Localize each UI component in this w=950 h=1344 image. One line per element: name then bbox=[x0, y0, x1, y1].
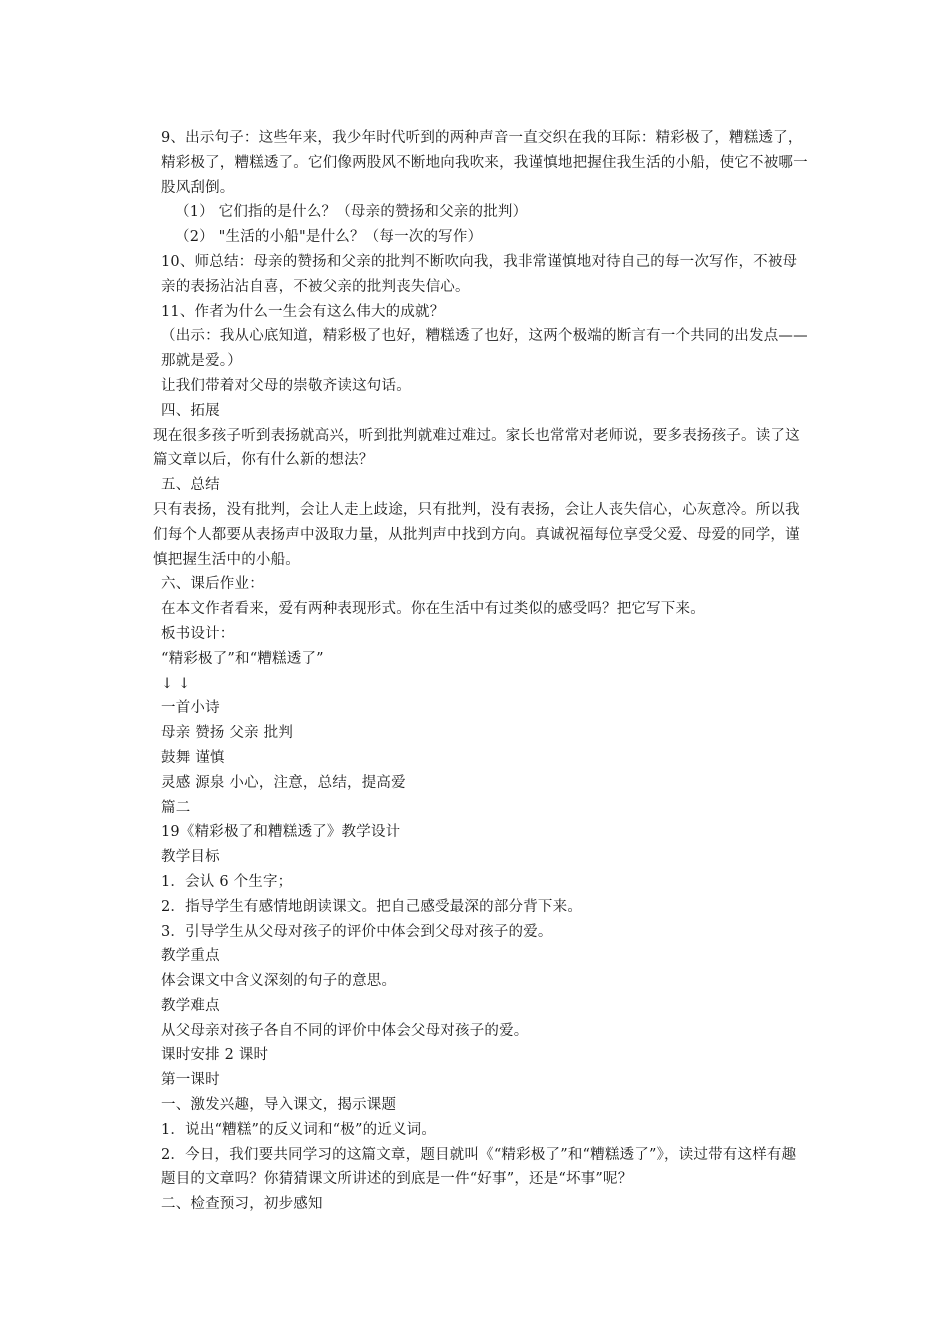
part-two-heading: 篇二 bbox=[161, 799, 191, 816]
section-heading-extension: 四、拓展 bbox=[161, 402, 220, 419]
section-heading-summary: 五、总结 bbox=[161, 477, 220, 494]
question-1: （1） 它们指的是什么？（母亲的赞扬和父亲的批判） bbox=[175, 204, 528, 221]
paragraph-item-10: 10、师总结：母亲的赞扬和父亲的批判不断吹向我，我非常谨慎地对待自己的每一次写作，不被母亲的表扬沾沾自喜，不被父亲的批判丧失信心。 bbox=[161, 253, 798, 295]
board-design-title: “精彩极了”和“糟糕透了” bbox=[161, 650, 324, 667]
key-points-heading: 教学重点 bbox=[161, 948, 220, 965]
step-item-long: 2．今日，我们要共同学习的这篇文章，题目就叫《“精彩极了”和“糟糕透了”》，读过带有这样有趣题目的文章吗？你猜猜课文所讲述的到底是一件“好事”，还是“坏事”呢？ bbox=[161, 1146, 797, 1188]
first-lesson-heading: 第一课时 bbox=[161, 1072, 220, 1089]
difficulty-text: 从父母亲对孩子各自不同的评价中体会父母对孩子的爱。 bbox=[161, 1022, 529, 1039]
homework-paragraph: 在本文作者看来，爱有两种表现形式。你在生活中有过类似的感受吗？把它写下来。 bbox=[161, 601, 705, 618]
paragraph-item-9: 9、出示句子：这些年来，我少年时代听到的两种声音一直交织在我的耳际：精彩极了，糟糕透了，精彩极了，糟糕透了。它们像两股风不断地向我吹来，我谨慎地把握住我生活的小船，使它不被哪一股风刮倒。 bbox=[161, 130, 808, 196]
section-heading-homework: 六、课后作业： bbox=[161, 576, 264, 593]
objective-item: 2．指导学生有感情地朗读课文。把自己感受最深的部分背下来。 bbox=[161, 898, 583, 915]
paragraph-item-11: 11、作者为什么一生会有这么伟大的成就？ bbox=[161, 303, 445, 320]
board-design-line: 母亲 赞扬 父亲 批判 bbox=[161, 725, 294, 742]
schedule-text: 课时安排 2 课时 bbox=[161, 1047, 269, 1064]
objectives-heading: 教学目标 bbox=[161, 849, 220, 866]
question-2: （2） "生活的小船"是什么？（每一次的写作） bbox=[175, 229, 483, 246]
board-design-line: 鼓舞 谨慎 bbox=[161, 749, 225, 766]
document-body bbox=[143, 126, 811, 1217]
summary-paragraph: 只有表扬，没有批判，会让人走上歧途，只有批判，没有表扬，会让人丧失信心，心灰意冷。所以我们每个人都要从表扬声中汲取力量，从批判声中找到方向。真诚祝福每位享受父爱、母爱的同学，谨慎把握生活中的小船。 bbox=[153, 501, 800, 568]
lesson-plan-title: 19《精彩极了和糟糕透了》教学设计 bbox=[161, 824, 401, 841]
step-one-heading: 一、激发兴趣，导入课文，揭示课题 bbox=[161, 1097, 397, 1114]
difficulty-heading: 教学难点 bbox=[161, 997, 220, 1014]
key-points-text: 体会课文中含义深刻的句子的意思。 bbox=[161, 973, 397, 990]
objective-item: 1．会认 6 个生字； bbox=[161, 873, 293, 890]
step-two-heading: 二、检查预习，初步感知 bbox=[161, 1196, 323, 1213]
board-design-heading: 板书设计： bbox=[161, 625, 235, 642]
board-design-arrows: ↓ ↓ bbox=[161, 675, 191, 692]
read-aloud-line: 让我们带着对父母的崇敬齐读这句话。 bbox=[161, 377, 411, 394]
objective-item: 3．引导学生从父母对孩子的评价中体会到父母对孩子的爱。 bbox=[161, 923, 553, 940]
step-item: 1．说出“糟糕”的反义词和“极”的近义词。 bbox=[161, 1121, 437, 1138]
quote-paragraph: （出示：我从心底知道，精彩极了也好，糟糕透了也好，这两个极端的断言有一个共同的出发点——那就是爱。） bbox=[161, 328, 808, 370]
board-design-line: 一首小诗 bbox=[161, 700, 220, 717]
extension-paragraph: 现在很多孩子听到表扬就高兴，听到批判就难过难过。家长也常常对老师说，要多表扬孩子。读了这篇文章以后，你有什么新的想法？ bbox=[153, 427, 800, 469]
board-design-line: 灵感 源泉 小心，注意，总结，提高爱 bbox=[161, 774, 406, 791]
